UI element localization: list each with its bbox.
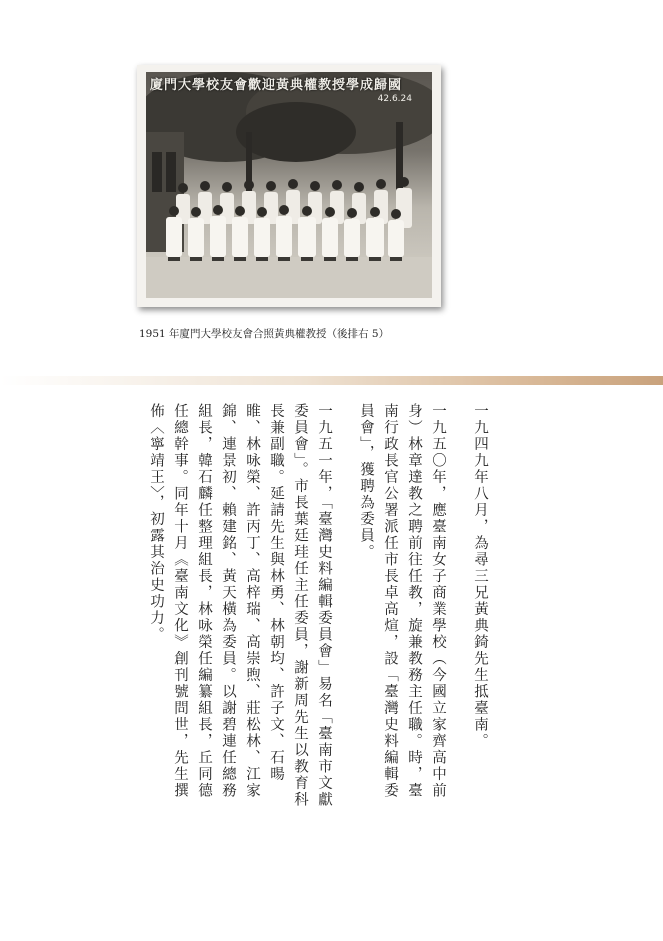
paragraph-1950: 一九五〇年，應臺南女子商業學校（今國立家齊高中前身）林章達教之聘前往任教，旋兼教務主任職。時，臺南行政長官公署派任市長卓高煊，設「臺灣史料編輯委員會」，獲聘為委員。 [358,403,446,799]
paragraph-1949: 一九四九年八月，為尋三兄黃典錡先生抵臺南。 [472,403,488,750]
photo-illustration [146,72,432,298]
vertical-text-block [132,403,492,833]
photo-frame [137,65,441,307]
photo-banner-text: 廈門大學校友會歡迎黃典權教授學成歸國 [150,78,403,93]
group-photo [146,72,432,298]
photo-date-mark: 42.6.24 [377,94,412,104]
paragraph-1951: 一九五一年，「臺灣史料編輯委員會」易名「臺南市文獻委員會」。市長葉廷珪任主任委員，謝新周先生以教育科長兼副職。延請先生與林勇、林朝均、許子文、石暘睢、林咏榮、許丙丁、高梓瑞、高崇煦、莊松林、江家錦、連景初、賴建銘、黃天橫為委員。以謝碧連任總務組長，韓石麟任整理組長，林咏榮任編纂組長，丘同德任總幹事。同年十月《臺南文化》創刊號問世，先生撰佈〈寧靖王〉，初露其治史功力。 [148,403,332,809]
section-divider [0,376,663,385]
photo-caption: 1951 年廈門大學校友會合照黃典權教授（後排右 5） [139,328,390,340]
